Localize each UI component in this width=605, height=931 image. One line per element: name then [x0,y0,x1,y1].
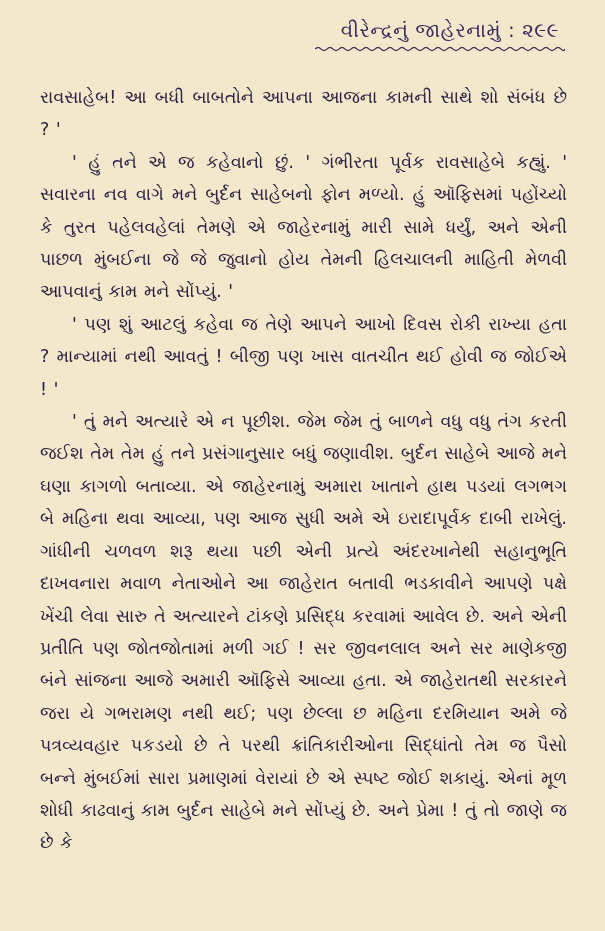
running-head: વીરેન્દ્રનું જાહેરનામું : ૨૯૯ [340,18,559,42]
body-text [40,82,567,860]
paragraph-3: ' પણ શું આટલું કહેવા જ તેણે આપને આખો દિવસ રોકી રાખ્યા હતા ? માન્યામાં નથી આવતું ! બીજી પણ ખાસ વાતચીત થઈ હોવી જ જોઈએ ! ' [40,314,567,400]
paragraph-4: ' તું મને અત્યારે એ ન પૂછીશ. જેમ જેમ તું બાળને વધુ વધુ તંગ કરતી જઈશ તેમ તેમ હું તને પ્રસંગાનુસાર બધું જણાવીશ. બુર્દન સાહેબે આજે મને ઘણા કાગળો બતાવ્યા. એ જાહેરનામું અમારા ખાતાને હાથ પડયાં લગભગ બે મહિના થવા આવ્યા, પણ આજ સુધી અમે એ ઇરાદાપૂર્વક દાબી રાખેલું. ગાંધીની ચળવળ શરૂ થયા પછી એની પ્રત્યે અંદરખાનેથી સહાનુભૂતિ દાખવનારા મવાળ નેતાઓને આ જાહેરાત બતાવી ભડકાવીને આપણે પક્ષે ખેંચી લેવા સારુ તે અત્યારને ટાંકણે પ્રસિદ્ધ કરવામાં આવેલ છે. અને એની પ્રતીતિ પણ જોતજોતામાં મળી ગઈ ! સર જીવનલાલ અને સર માણેકજી બંને સાંજના આજે અમારી ઑફિસે આવ્યા હતા. એ જાહેરાતથી સરકારને જરા યે ગભરામણ નથી થઈ; પણ છેલ્લા છ મહિના દરમિયાન અમે જે પત્રવ્યવહાર પકડયો છે તે પરથી ક્રાંતિકારીઓના સિદ્ધાંતો તેમ જ પૈસો બન્ને મુંબઈમાં સારા પ્રમાણમાં વેરાયાં છે એ સ્પષ્ટ જોઈ શકાયું. એનાં મૂળ શોધી કાઢવાનું કામ બુર્દન સાહેબે મને સોંપ્યું છે. અને પ્રેમા ! તું તો જાણે જ છે કે [40,412,567,854]
paragraph-1: રાવસાહેબ! આ બધી બાબતોને આપના આજના કામની સાથે શો સંબંધ છે ? ' [40,88,567,141]
paragraph-2: ' હું તને એ જ કહેવાનો છું. ' ગંભીરતા પૂર્વક રાવસાહેબે કહ્યું. ' સવારના નવ વાગે મને બુર્દન સાહેબનો ફોન મળ્યો. હું ઑફિસમાં પહોંચ્યો કે તુરત પહેલવહેલાં તેમણે એ જાહેરનામું મારી સામે ધર્યું, અને એની પાછળ મુંબઈના જે જે જુવાનો હોય તેમની હિલચાલની માહિતી મેળવી આપવાનું કામ મને સોંપ્યું. ' [40,152,567,303]
header-wavy-rule [315,46,565,52]
